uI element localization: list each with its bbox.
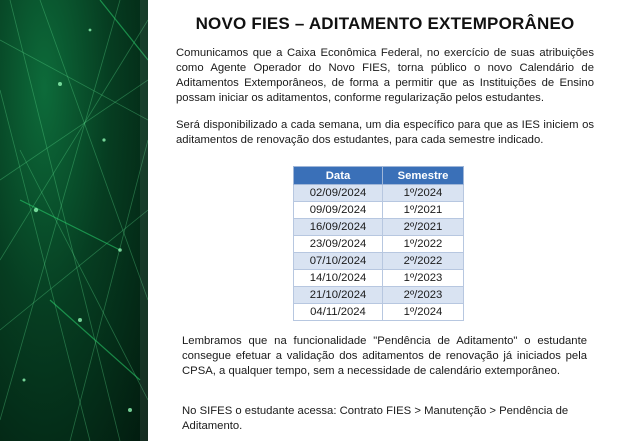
date-cell: 14/10/2024 <box>294 270 383 287</box>
semester-cell: 1º/2024 <box>383 304 464 321</box>
semester-cell: 1º/2023 <box>383 270 464 287</box>
table-row <box>294 202 464 219</box>
schedule-paragraph: Será disponibilizado a cada semana, um dia específico para que as IES iniciem os aditamentos de renovação dos estudantes, para cada semestre indicado. <box>176 119 594 146</box>
date-cell: 02/09/2024 <box>294 185 383 202</box>
table-row <box>294 236 464 253</box>
reminder-paragraph: Lembramos que na funcionalidade "Pendência de Aditamento" o estudante consegue efetuar a validação dos aditamentos de renovação já iniciados pela CPSA, a qualquer tempo, sem a necessidade de calendário extemporâneo. <box>182 335 587 377</box>
date-cell: 16/09/2024 <box>294 219 383 236</box>
network-lines-graphic <box>0 0 148 441</box>
column-header-date: Data <box>294 167 383 185</box>
table-header-row <box>294 167 464 185</box>
date-cell: 23/09/2024 <box>294 236 383 253</box>
calendar-table <box>293 166 464 321</box>
date-cell: 09/09/2024 <box>294 202 383 219</box>
table-row <box>294 304 464 321</box>
column-header-semester: Semestre <box>383 167 464 185</box>
page-title: NOVO FIES – ADITAMENTO EXTEMPORÂNEO <box>195 14 575 33</box>
semester-cell: 1º/2021 <box>383 202 464 219</box>
intro-paragraph: Comunicamos que a Caixa Econômica Federal, no exercício de suas atribuições como Agente Operador do Novo FIES, torna público o novo Calendário de Aditamentos Extemporâneos, de forma a permitir que as Instituições de Ensino possam iniciar os aditamentos, conforme regularização pelos estudantes. <box>176 47 594 104</box>
semester-cell: 2º/2023 <box>383 287 464 304</box>
semester-cell: 1º/2022 <box>383 236 464 253</box>
table-row <box>294 219 464 236</box>
table-row <box>294 253 464 270</box>
semester-cell: 2º/2021 <box>383 219 464 236</box>
table-row <box>294 270 464 287</box>
date-cell: 21/10/2024 <box>294 287 383 304</box>
notice-content <box>170 0 600 441</box>
date-cell: 07/10/2024 <box>294 253 383 270</box>
sifes-path-paragraph: No SIFES o estudante acessa: Contrato FIES > Manutenção > Pendência de Aditamento. <box>182 405 569 432</box>
table-row <box>294 287 464 304</box>
semester-cell: 1º/2024 <box>383 185 464 202</box>
table-row <box>294 185 464 202</box>
date-cell: 04/11/2024 <box>294 304 383 321</box>
decorative-side-image <box>0 0 148 441</box>
semester-cell: 2º/2022 <box>383 253 464 270</box>
